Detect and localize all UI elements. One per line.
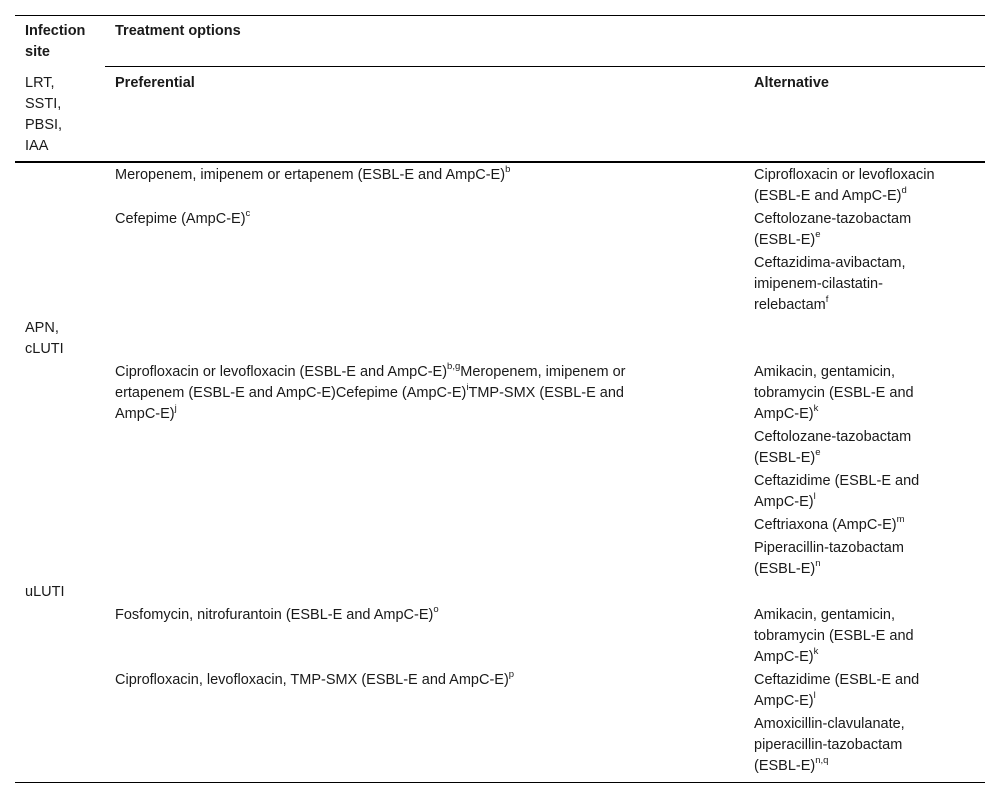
- s2-alternative-3: Ceftazidime (ESBL-E and AmpC-E)$^l$: [754, 473, 920, 510]
- header-treatment-options: Treatment options: [115, 23, 241, 39]
- s3-alternative-2: Ceftazidime (ESBL-E and AmpC-E)$^l$: [754, 672, 920, 709]
- s3-preferential-1: Fosfomycin, nitrofurantoin (ESBL-E and AmpC-E)$^o$: [115, 604, 439, 623]
- bottom-rule: [15, 782, 985, 783]
- site-lrt-ssti-pbsi-iaa: LRT, SSTI, PBSI, IAA: [25, 75, 63, 154]
- s2-alternative-1: Amikacin, gentamicin, tobramycin (ESBL-E and AmpC-E)$^k$: [754, 364, 914, 422]
- s1-preferential-2: Cefepime (AmpC-E)$^c$: [115, 208, 251, 227]
- top-rule: [15, 15, 985, 16]
- subheader-rule: [105, 66, 985, 67]
- site-uluti: uLUTI: [25, 584, 65, 600]
- header-infection-site: Infection site: [25, 23, 86, 60]
- header-alternative: Alternative: [754, 75, 829, 91]
- s1-alternative-3: Ceftazidima-avibactam, imipenem-cilastatin- relebactam$^f$: [754, 255, 906, 313]
- header-preferential: Preferential: [115, 75, 195, 91]
- s3-alternative-3: Amoxicillin-clavulanate, piperacillin-tazobactam (ESBL-E)$^{n,q}$: [754, 716, 905, 774]
- s2-alternative-5: Piperacillin-tazobactam (ESBL-E)$^n$: [754, 540, 904, 577]
- s1-preferential-1: Meropenem, imipenem or ertapenem (ESBL-E and AmpC-E)$^b$: [115, 164, 511, 183]
- site-apn-cluti: APN, cLUTI: [25, 320, 64, 357]
- s2-preferential: Ciprofloxacin or levofloxacin (ESBL-E and AmpC-E)$^{b,g}$Meropenem, imipenem or ertapenem (ESBL-E and AmpC-E)Cefepime (AmpC-E)$^i$TMP-SMX (ESBL-E and AmpC-E)$^j$: [115, 361, 626, 422]
- s3-preferential-2: Ciprofloxacin, levofloxacin, TMP-SMX (ESBL-E and AmpC-E)$^p$: [115, 669, 515, 688]
- s1-alternative-2: Ceftolozane-tazobactam (ESBL-E)$^e$: [754, 211, 912, 248]
- s2-alternative-2: Ceftolozane-tazobactam (ESBL-E)$^e$: [754, 429, 912, 466]
- header-bottom-rule: [15, 161, 985, 163]
- s3-alternative-1: Amikacin, gentamicin, tobramycin (ESBL-E and AmpC-E)$^k$: [754, 607, 914, 665]
- s1-alternative-1: Ciprofloxacin or levofloxacin (ESBL-E and AmpC-E)$^d$: [754, 167, 935, 204]
- s2-alternative-4: Ceftriaxona (AmpC-E)$^m$: [754, 514, 905, 533]
